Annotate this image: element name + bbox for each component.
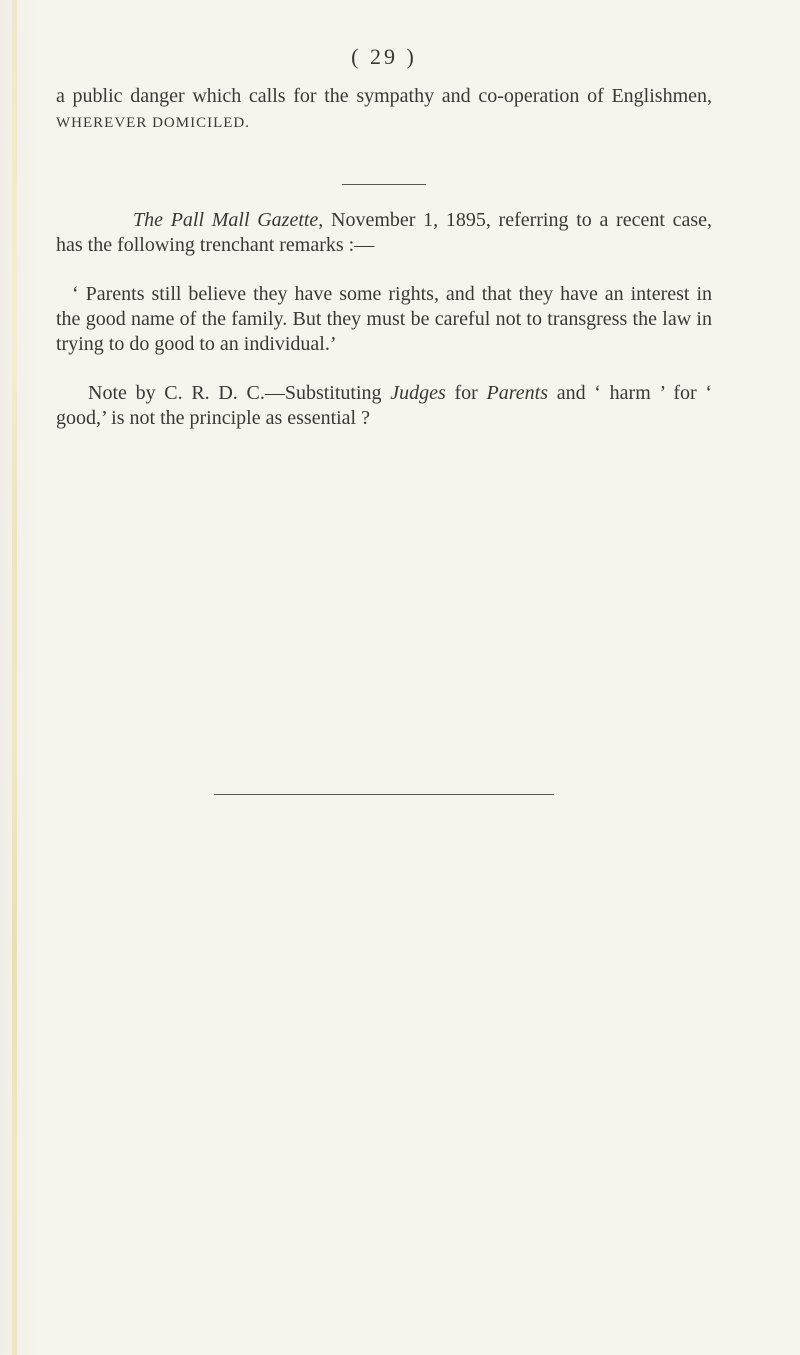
small-caps-phrase: WHEREVER DOMICILED. <box>56 115 250 131</box>
note-for: for <box>454 382 478 404</box>
publication-title: The Pall Mall Gazette, <box>133 209 324 231</box>
note-lead: Note by C. R. D. C.—Substituting <box>88 382 382 404</box>
end-rule <box>214 794 554 795</box>
note-parents: Parents <box>486 382 549 404</box>
note-judges: Judges <box>390 382 446 404</box>
binding-edge <box>12 0 17 1355</box>
section-divider <box>342 184 426 185</box>
quotation: ‘ Parents still believe they have some rights, and that they have an interest in the good name of the family. But they must be careful not to transgress the law in trying to do good to an individual.’ <box>56 283 712 355</box>
note-tail: and ‘ harm ’ for ‘ good,’ is not the principle as essential ? <box>56 382 713 429</box>
page-gutter <box>0 0 40 1355</box>
editor-note <box>56 381 712 431</box>
paragraph-gazette-text: November 1, 1895, referring to a recent case, has the following trenchant remarks :— <box>56 209 712 256</box>
paragraph-gazette <box>56 208 712 258</box>
page-number: ( 29 ) <box>351 44 417 69</box>
paragraph-public-danger <box>56 84 712 136</box>
paragraph-public-danger-text: a public danger which calls for the sympathy and co-operation of Englishmen, <box>56 85 712 107</box>
